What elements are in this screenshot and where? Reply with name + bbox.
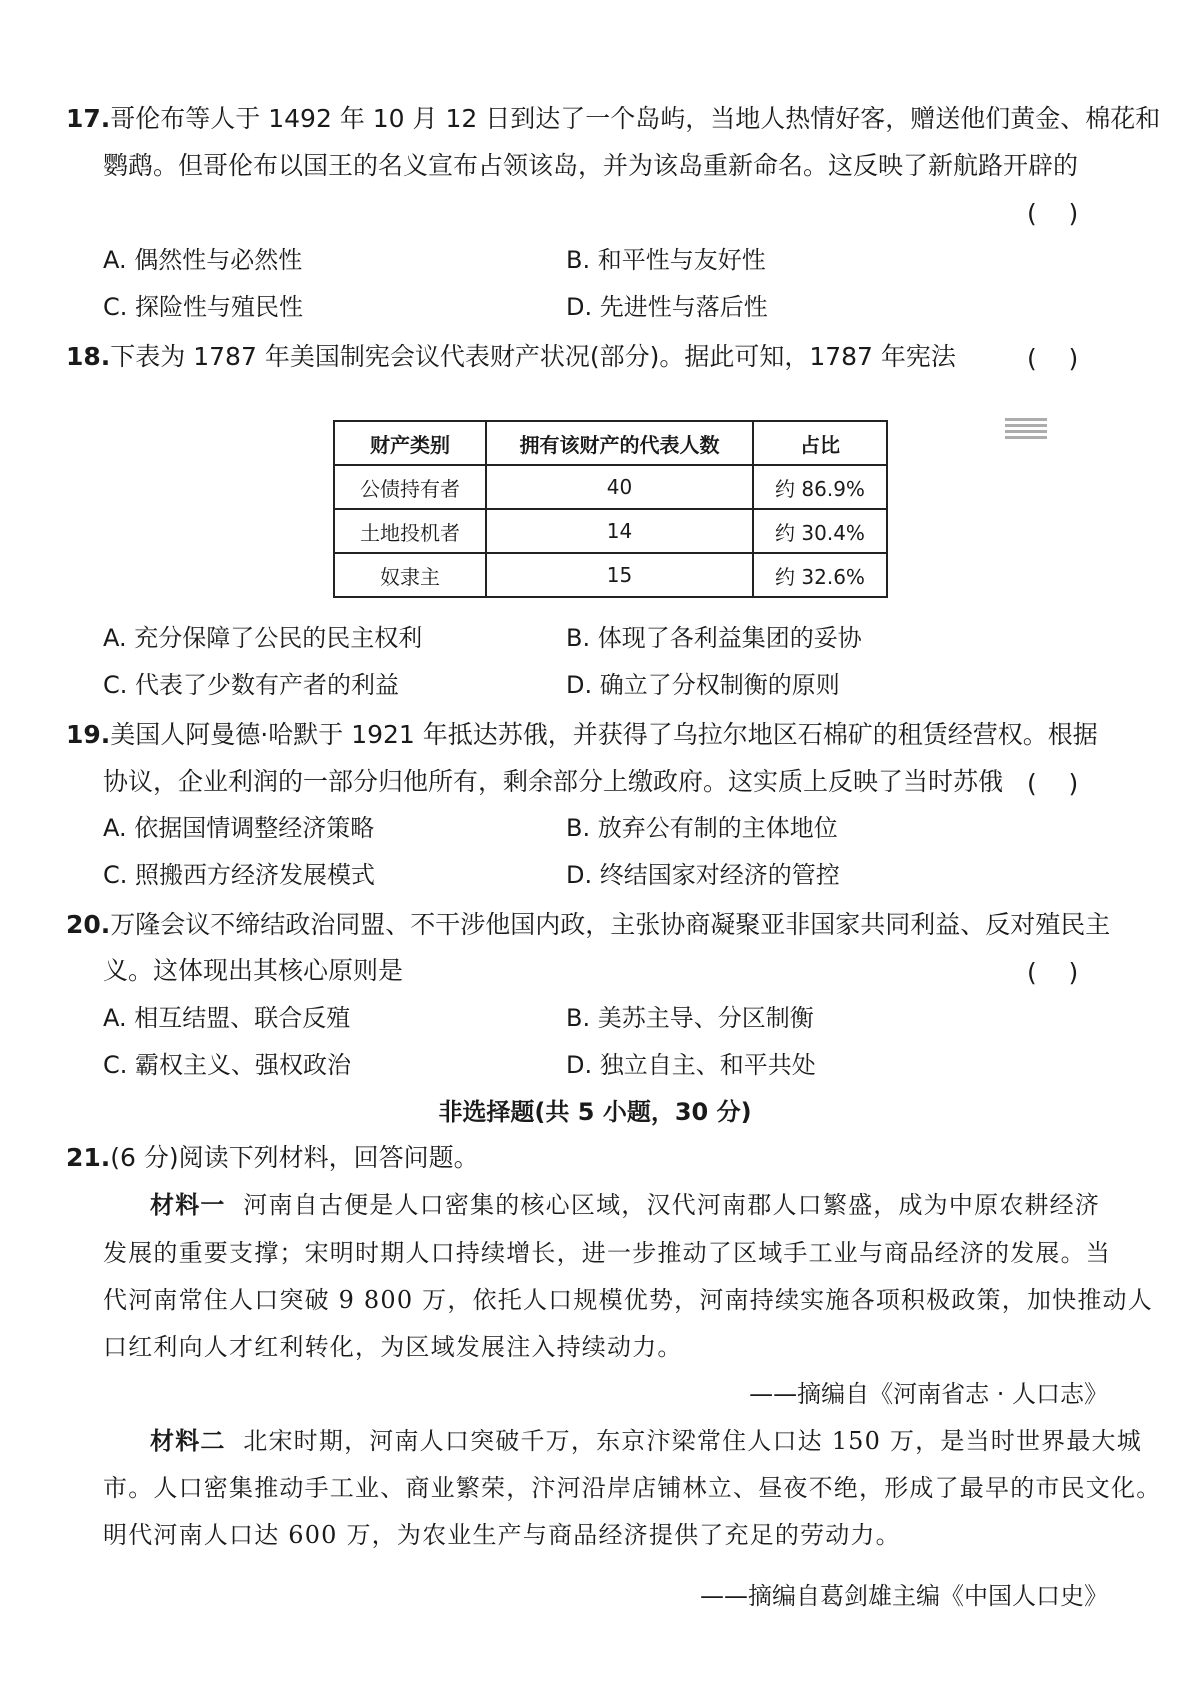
question-number: 17.	[66, 104, 111, 133]
answer-bracket[interactable]: ( )	[1027, 769, 1079, 798]
question-18-line1: 18.下表为 1787 年美国制宪会议代表财产状况(部分)。据此可知，1787 年宪法	[66, 342, 956, 371]
table-cell: 约 86.9%	[753, 465, 887, 509]
question-19-line2: 协议，企业利润的一部分归他所有，剩余部分上缴政府。这实质上反映了当时苏俄	[103, 767, 1004, 796]
material-2-source: ——摘编自葛剑雄主编《中国人口史》	[700, 1582, 1108, 1610]
option-a[interactable]: A. 相互结盟、联合反殖	[103, 1004, 351, 1032]
table-row	[334, 509, 887, 553]
table-row	[334, 553, 887, 597]
answer-bracket[interactable]: ( )	[1027, 199, 1079, 228]
material-1-line3: 代河南常住人口突破 9 800 万，依托人口规模优势，河南持续实施各项积极政策，加快推动人	[103, 1286, 1153, 1314]
option-d[interactable]: D. 先进性与落后性	[566, 293, 768, 321]
material-label: 材料一	[150, 1191, 226, 1219]
option-d[interactable]: D. 独立自主、和平共处	[566, 1051, 816, 1079]
table-cell: 40	[486, 465, 753, 509]
table-cell: 公债持有者	[334, 465, 486, 509]
table-cell: 土地投机者	[334, 509, 486, 553]
table-header: 拥有该财产的代表人数	[486, 421, 753, 465]
question-20-line2: 义。这体现出其核心原则是	[103, 956, 404, 985]
table-cell: 奴隶主	[334, 553, 486, 597]
option-b[interactable]: B. 美苏主导、分区制衡	[566, 1004, 814, 1032]
material-2-line3: 明代河南人口达 600 万，为农业生产与商品经济提供了充足的劳动力。	[103, 1521, 901, 1549]
option-b[interactable]: B. 和平性与友好性	[566, 246, 766, 274]
table-row	[334, 465, 887, 509]
material-label: 材料二	[150, 1427, 226, 1455]
option-b[interactable]: B. 放弃公有制的主体地位	[566, 814, 838, 842]
question-number: 18.	[66, 342, 111, 371]
option-b[interactable]: B. 体现了各利益集团的妥协	[566, 624, 862, 652]
option-a[interactable]: A. 依据国情调整经济策略	[103, 814, 375, 842]
question-20-line1: 20.万隆会议不缔结政治同盟、不干涉他国内政，主张协商凝聚亚非国家共同利益、反对殖民主	[66, 910, 1111, 939]
table-cell: 14	[486, 509, 753, 553]
question-number: 19.	[66, 720, 111, 749]
question-number: 21.	[66, 1143, 111, 1172]
answer-bracket[interactable]: ( )	[1027, 344, 1079, 373]
table-cell: 约 30.4%	[753, 509, 887, 553]
option-c[interactable]: C. 霸权主义、强权政治	[103, 1051, 352, 1079]
material-2-line2: 市。人口密集推动手工业、商业繁荣，汴河沿岸店铺林立、昼夜不绝，形成了最早的市民文化。	[103, 1474, 1162, 1502]
table-header: 占比	[753, 421, 887, 465]
material-1-line2: 发展的重要支撑；宋明时期人口持续增长，进一步推动了区域手工业与商品经济的发展。当	[103, 1239, 1111, 1267]
option-a[interactable]: A. 充分保障了公民的民主权利	[103, 624, 423, 652]
table-cell: 约 32.6%	[753, 553, 887, 597]
section-title: 非选择题(共 5 小题，30 分)	[438, 1098, 752, 1126]
option-a[interactable]: A. 偶然性与必然性	[103, 246, 303, 274]
table-cell: 15	[486, 553, 753, 597]
material-1-line4: 口红利向人才红利转化，为区域发展注入持续动力。	[103, 1333, 683, 1361]
option-d[interactable]: D. 确立了分权制衡的原则	[566, 671, 840, 699]
option-d[interactable]: D. 终结国家对经济的管控	[566, 861, 840, 889]
table-header-row	[334, 421, 887, 465]
question-19-line1: 19.美国人阿曼德·哈默于 1921 年抵达苏俄，并获得了乌拉尔地区石棉矿的租赁经营权。根据	[66, 720, 1098, 749]
scan-smudge	[1005, 418, 1047, 440]
option-c[interactable]: C. 探险性与殖民性	[103, 293, 304, 321]
option-c[interactable]: C. 照搬西方经济发展模式	[103, 861, 376, 889]
material-2-line1: 材料二 北宋时期，河南人口突破千万，东京汴梁常住人口达 150 万，是当时世界最大城	[150, 1427, 1142, 1455]
question-21-intro: 21.(6 分)阅读下列材料，回答问题。	[66, 1143, 479, 1172]
material-1-source: ——摘编自《河南省志 · 人口志》	[749, 1380, 1108, 1408]
question-17-line2: 鹦鹉。但哥伦布以国王的名义宣布占领该岛，并为该岛重新命名。这反映了新航路开辟的	[103, 151, 1079, 180]
option-c[interactable]: C. 代表了少数有产者的利益	[103, 671, 400, 699]
question-17-line1: 17.哥伦布等人于 1492 年 10 月 12 日到达了一个岛屿，当地人热情好客，赠送他们黄金、棉花和	[66, 104, 1161, 133]
material-1-line1: 材料一 河南自古便是人口密集的核心区域，汉代河南郡人口繁盛，成为中原农耕经济	[150, 1191, 1101, 1219]
answer-bracket[interactable]: ( )	[1027, 958, 1079, 987]
question-number: 20.	[66, 910, 111, 939]
table-header: 财产类别	[334, 421, 486, 465]
property-table	[333, 420, 888, 598]
